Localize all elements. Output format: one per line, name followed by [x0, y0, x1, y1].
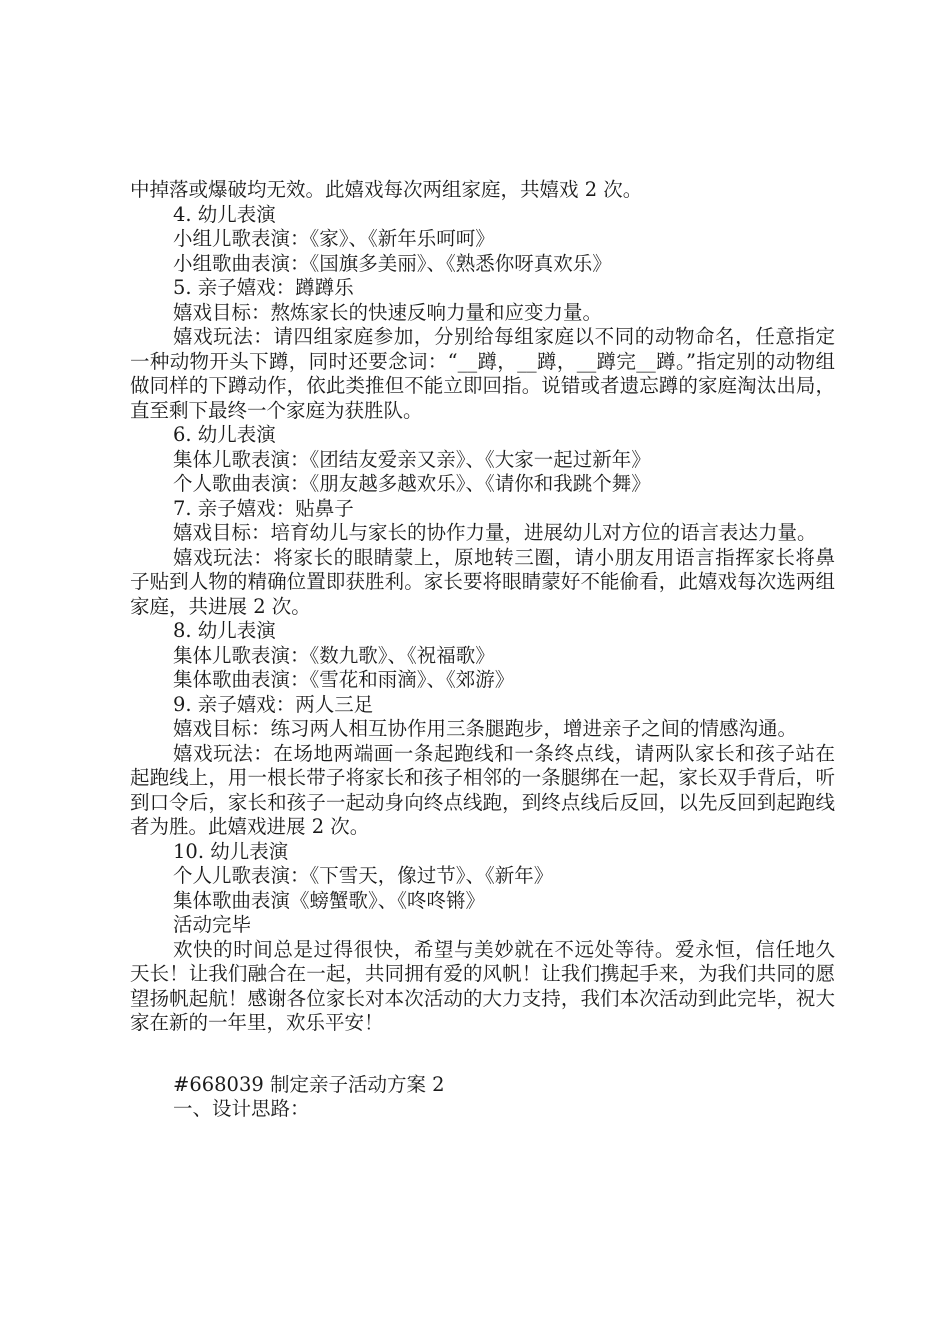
list-item: 小组歌曲表演：《国旗多美丽》、《熟悉你呀真欢乐》	[173, 251, 612, 275]
list-item: 个人儿歌表演：《下雪天，像过节》、《新年》	[173, 864, 554, 887]
list-item: 集体儿歌表演：《团结友爱亲又亲》、《大家一起过新年》	[173, 447, 651, 471]
paragraph-spacer	[130, 1036, 835, 1073]
section-heading-7: 7. 亲子嬉戏：贴鼻子	[173, 496, 354, 520]
section-subheading: 一、设计思路：	[173, 1097, 310, 1120]
game-goal: 嬉戏目标：培育幼儿与家长的协作力量，进展幼儿对方位的语言表达力量。	[173, 521, 817, 544]
game-rules: 嬉戏玩法：在场地两端画一条起跑线和一条终点线，请两队家长和孩子站在起跑线上，用一根长带子将家长和孩子相邻的一条腿绑在一起，家长双手背后，听到口令后，家长和孩子一起动身向终点线跑，到终点线后反回，以先反回到起跑线者为胜。此嬉戏进展 2 次。	[130, 741, 835, 838]
section-heading-6: 6. 幼儿表演	[173, 423, 276, 446]
continued-paragraph: 中掉落或爆破均无效。此嬉戏每次两组家庭，共嬉戏 2 次。	[130, 178, 643, 201]
section-heading-10: 10. 幼儿表演	[173, 839, 289, 863]
game-rules: 嬉戏玩法：将家长的眼睛蒙上，原地转三圈，请小朋友用语言指挥家长将鼻子贴到人物的精确位置即获胜利。家长要将眼睛蒙好不能偷看，此嬉戏每次选两组家庭，共进展 2 次。	[130, 545, 835, 618]
list-item: 集体儿歌表演：《数九歌》、《祝福歌》	[173, 643, 495, 667]
game-rules: 嬉戏玩法：请四组家庭参加，分别给每组家庭以不同的动物命名，任意指定一种动物开头下蹲，同时还要念词：“__蹲，__蹲，__蹲完__蹲。”指定别的动物组做同样的下蹲动作，依此类推但不能立即回指。说错或者遗忘蹲的家庭淘汰出局，直至剩下最终一个家庭为获胜队。	[130, 325, 835, 422]
activity-end-heading: 活动完毕	[173, 913, 252, 936]
game-goal: 嬉戏目标：熬炼家长的快速反响力量和应变力量。	[173, 300, 603, 324]
list-item: 集体歌曲表演：《雪花和雨滴》、《郊游》	[173, 668, 515, 691]
closing-paragraph: 欢快的时间总是过得很快，希望与美妙就在不远处等待。爱永恒，信任地久天长！让我们融合在一起，共同拥有爱的风帆！让我们携起手来，为我们共同的愿望扬帆起航！感谢各位家长对本次活动的大力支持，我们本次活动到此完毕，祝大家在新的一年里，欢乐平安！	[130, 937, 835, 1034]
section-heading-5: 5. 亲子嬉戏：蹲蹲乐	[173, 276, 354, 299]
list-item: 小组儿歌表演：《家》、《新年乐呵呵》	[173, 227, 495, 250]
document-body	[130, 178, 835, 1122]
list-item: 个人歌曲表演：《朋友越多越欢乐》、《请你和我跳个舞》	[173, 472, 651, 495]
game-goal: 嬉戏目标：练习两人相互协作用三条腿跑步，增进亲子之间的情感沟通。	[173, 717, 798, 740]
document-heading: #668039 制定亲子活动方案 2	[173, 1072, 445, 1096]
list-item: 集体歌曲表演《螃蟹歌》、《咚咚锵》	[173, 888, 486, 912]
section-heading-4: 4. 幼儿表演	[173, 202, 276, 226]
section-heading-8: 8. 幼儿表演	[173, 619, 276, 642]
section-heading-9: 9. 亲子嬉戏：两人三足	[173, 692, 374, 716]
